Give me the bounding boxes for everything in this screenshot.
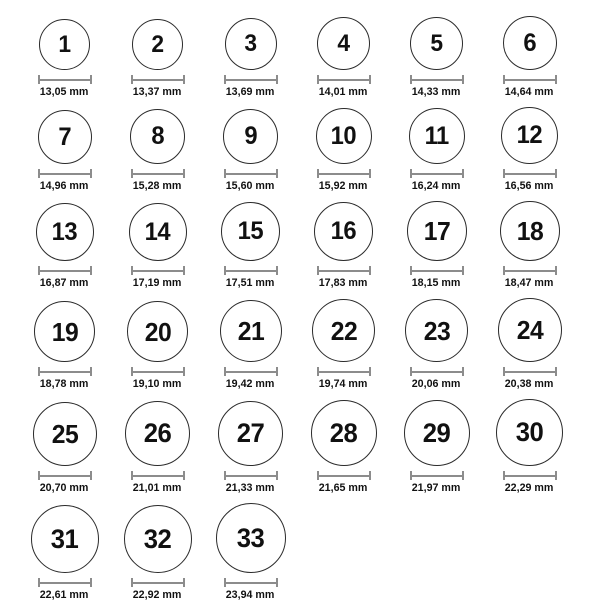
diameter-label: 17,19 mm: [133, 277, 182, 289]
ring-size-cell: [483, 16, 576, 98]
diameter-measure-bar: [131, 367, 185, 376]
diameter-measure-bar: [224, 169, 278, 178]
ring-size-circle: [311, 400, 377, 466]
ring-size-cell: [390, 299, 483, 390]
diameter-measure-bar: [131, 169, 185, 178]
ring-size-cell: [111, 505, 204, 600]
ring-size-cell: [204, 109, 297, 192]
diameter-label: 17,51 mm: [226, 277, 275, 289]
ring-size-circle: [317, 17, 370, 70]
ring-size-circle: [124, 505, 192, 573]
ring-size-cell: [390, 108, 483, 192]
ring-size-cell: [204, 18, 297, 98]
diameter-measure-bar: [503, 75, 557, 84]
diameter-label: 15,60 mm: [226, 180, 275, 192]
ring-size-cell: [204, 202, 297, 289]
diameter-measure-bar: [410, 266, 464, 275]
size-number: 28: [329, 417, 358, 448]
diameter-measure-bar: [224, 266, 278, 275]
diameter-label: 16,87 mm: [40, 277, 89, 289]
diameter-measure-line: [133, 79, 183, 81]
ring-size-cell: [204, 300, 297, 390]
size-number: 4: [337, 29, 350, 57]
ring-size-cell: [390, 17, 483, 98]
diameter-measure-line: [226, 371, 276, 373]
ring-size-circle: [127, 301, 188, 362]
ring-size-cell: [483, 107, 576, 192]
size-number: 20: [144, 316, 171, 347]
diameter-measure-line: [505, 270, 555, 272]
ring-size-circle: [38, 110, 92, 164]
diameter-label: 15,28 mm: [133, 180, 182, 192]
ring-size-cell: [18, 301, 111, 390]
ring-size-circle: [405, 299, 468, 362]
ring-size-cell: [297, 17, 390, 98]
ring-size-circle: [221, 202, 280, 261]
size-number: 1: [58, 30, 71, 58]
diameter-measure-line: [505, 475, 555, 477]
ring-size-cell: [204, 401, 297, 494]
diameter-measure-line: [319, 173, 369, 175]
ring-size-circle: [216, 503, 286, 573]
diameter-label: 16,24 mm: [412, 180, 461, 192]
diameter-measure-line: [40, 270, 90, 272]
diameter-measure-bar: [317, 367, 371, 376]
diameter-measure-line: [319, 371, 369, 373]
diameter-measure-bar: [38, 75, 92, 84]
size-number: 21: [237, 316, 264, 346]
diameter-measure-line: [226, 79, 276, 81]
ring-size-circle: [409, 108, 465, 164]
ring-size-cell: [297, 299, 390, 390]
size-number: 23: [423, 315, 450, 346]
diameter-measure-bar: [224, 367, 278, 376]
diameter-measure-bar: [410, 367, 464, 376]
size-number: 8: [151, 122, 164, 150]
size-number: 33: [236, 522, 265, 553]
diameter-label: 17,83 mm: [319, 277, 368, 289]
ring-size-cell: [297, 108, 390, 192]
diameter-measure-bar: [38, 471, 92, 480]
diameter-label: 14,33 mm: [412, 86, 461, 98]
ring-size-row: [18, 503, 600, 600]
diameter-label: 18,15 mm: [412, 277, 461, 289]
diameter-measure-line: [133, 475, 183, 477]
diameter-label: 15,92 mm: [319, 180, 368, 192]
diameter-measure-bar: [38, 169, 92, 178]
ring-size-cell: [111, 19, 204, 98]
diameter-measure-line: [412, 270, 462, 272]
ring-size-circle: [129, 203, 187, 261]
size-number: 14: [144, 217, 171, 246]
ring-size-circle: [125, 401, 190, 466]
diameter-label: 22,61 mm: [40, 589, 89, 600]
ring-size-cell: [204, 503, 297, 600]
diameter-label: 14,64 mm: [505, 86, 554, 98]
diameter-measure-line: [133, 270, 183, 272]
diameter-measure-bar: [317, 75, 371, 84]
diameter-measure-line: [505, 371, 555, 373]
diameter-label: 13,05 mm: [40, 86, 89, 98]
ring-size-row: [18, 201, 600, 289]
diameter-label: 14,01 mm: [319, 86, 368, 98]
diameter-label: 13,69 mm: [226, 86, 275, 98]
ring-size-circle: [407, 201, 467, 261]
ring-size-cell: [297, 400, 390, 494]
diameter-label: 21,33 mm: [226, 482, 275, 494]
diameter-measure-line: [505, 173, 555, 175]
ring-size-circle: [31, 505, 99, 573]
size-number: 18: [516, 216, 543, 246]
diameter-measure-bar: [410, 75, 464, 84]
ring-size-row: [18, 107, 600, 192]
ring-size-cell: [18, 402, 111, 494]
diameter-label: 22,29 mm: [505, 482, 554, 494]
diameter-measure-bar: [131, 266, 185, 275]
diameter-measure-bar: [317, 266, 371, 275]
diameter-measure-line: [40, 371, 90, 373]
size-number: 19: [51, 316, 78, 347]
size-number: 31: [50, 523, 79, 554]
diameter-measure-bar: [224, 578, 278, 587]
size-number: 6: [523, 28, 536, 57]
ring-size-row: [18, 399, 600, 494]
ring-size-cell: [390, 400, 483, 494]
diameter-measure-line: [412, 79, 462, 81]
size-number: 26: [143, 418, 172, 448]
diameter-measure-line: [226, 475, 276, 477]
diameter-label: 20,38 mm: [505, 378, 554, 390]
diameter-label: 16,56 mm: [505, 180, 554, 192]
size-number: 32: [143, 523, 172, 554]
diameter-label: 22,92 mm: [133, 589, 182, 600]
ring-size-circle: [130, 109, 185, 164]
diameter-measure-bar: [503, 169, 557, 178]
ring-size-cell: [18, 19, 111, 98]
diameter-label: 18,78 mm: [40, 378, 89, 390]
size-number: 5: [430, 29, 443, 57]
size-number: 13: [51, 217, 78, 246]
ring-size-circle: [225, 18, 277, 70]
diameter-measure-line: [412, 173, 462, 175]
ring-size-cell: [483, 399, 576, 494]
size-number: 12: [516, 121, 543, 149]
ring-size-cell: [111, 301, 204, 390]
diameter-measure-line: [133, 582, 183, 584]
diameter-label: 13,37 mm: [133, 86, 182, 98]
ring-size-cell: [483, 201, 576, 289]
size-number: 10: [330, 121, 357, 150]
diameter-measure-line: [319, 475, 369, 477]
diameter-label: 18,47 mm: [505, 277, 554, 289]
diameter-label: 19,42 mm: [226, 378, 275, 390]
ring-size-circle: [39, 19, 90, 70]
diameter-measure-bar: [38, 578, 92, 587]
ring-size-cell: [18, 110, 111, 192]
diameter-measure-line: [40, 173, 90, 175]
ring-size-cell: [18, 203, 111, 289]
diameter-label: 21,97 mm: [412, 482, 461, 494]
ring-size-cell: [483, 298, 576, 390]
ring-size-circle: [33, 402, 97, 466]
ring-size-cell: [111, 203, 204, 289]
diameter-label: 14,96 mm: [40, 180, 89, 192]
diameter-measure-line: [226, 270, 276, 272]
diameter-measure-bar: [224, 75, 278, 84]
diameter-label: 20,70 mm: [40, 482, 89, 494]
diameter-measure-bar: [503, 266, 557, 275]
ring-size-cell: [111, 401, 204, 494]
ring-size-circle: [498, 298, 562, 362]
ring-size-circle: [316, 108, 372, 164]
ring-size-circle: [496, 399, 563, 466]
ring-size-row: [18, 298, 600, 390]
ring-size-circle: [34, 301, 95, 362]
diameter-label: 19,74 mm: [319, 378, 368, 390]
size-number: 16: [330, 217, 357, 245]
diameter-measure-bar: [131, 578, 185, 587]
size-number: 9: [244, 122, 257, 150]
size-number: 11: [424, 121, 449, 150]
diameter-measure-line: [40, 475, 90, 477]
ring-size-cell: [297, 202, 390, 289]
diameter-measure-bar: [131, 471, 185, 480]
diameter-measure-bar: [410, 169, 464, 178]
ring-size-cell: [18, 505, 111, 600]
diameter-measure-bar: [503, 471, 557, 480]
diameter-measure-line: [319, 79, 369, 81]
size-number: 3: [244, 30, 257, 57]
size-number: 15: [237, 217, 264, 245]
size-number: 7: [58, 122, 71, 151]
ring-size-circle: [223, 109, 278, 164]
diameter-measure-line: [412, 371, 462, 373]
diameter-measure-line: [40, 79, 90, 81]
ring-size-circle: [500, 201, 560, 261]
diameter-measure-line: [319, 270, 369, 272]
ring-size-circle: [404, 400, 470, 466]
diameter-label: 23,94 mm: [226, 589, 275, 600]
ring-size-circle: [314, 202, 373, 261]
size-number: 17: [423, 216, 450, 246]
diameter-label: 21,01 mm: [133, 482, 182, 494]
diameter-measure-bar: [317, 169, 371, 178]
diameter-measure-bar: [38, 266, 92, 275]
diameter-measure-line: [412, 475, 462, 477]
ring-size-circle: [312, 299, 375, 362]
diameter-measure-line: [133, 371, 183, 373]
ring-size-row: [18, 16, 600, 98]
ring-size-circle: [220, 300, 282, 362]
diameter-measure-bar: [317, 471, 371, 480]
size-number: 25: [51, 419, 78, 449]
diameter-measure-line: [505, 79, 555, 81]
diameter-measure-line: [40, 582, 90, 584]
size-number: 22: [330, 315, 357, 346]
diameter-measure-bar: [410, 471, 464, 480]
size-number: 27: [236, 418, 265, 448]
ring-size-circle: [36, 203, 94, 261]
diameter-measure-line: [226, 582, 276, 584]
diameter-label: 19,10 mm: [133, 378, 182, 390]
size-number: 29: [422, 417, 451, 448]
diameter-measure-bar: [503, 367, 557, 376]
ring-size-circle: [410, 17, 463, 70]
size-number: 2: [151, 30, 164, 58]
ring-size-circle: [501, 107, 558, 164]
diameter-measure-bar: [38, 367, 92, 376]
diameter-label: 21,65 mm: [319, 482, 368, 494]
diameter-label: 20,06 mm: [412, 378, 461, 390]
diameter-measure-bar: [131, 75, 185, 84]
ring-size-circle: [132, 19, 183, 70]
ring-size-circle: [503, 16, 557, 70]
diameter-measure-line: [226, 173, 276, 175]
size-number: 24: [516, 315, 543, 345]
diameter-measure-line: [133, 173, 183, 175]
ring-size-circle: [218, 401, 283, 466]
ring-size-cell: [390, 201, 483, 289]
ring-size-cell: [111, 109, 204, 192]
diameter-measure-bar: [224, 471, 278, 480]
size-number: 30: [515, 417, 544, 447]
